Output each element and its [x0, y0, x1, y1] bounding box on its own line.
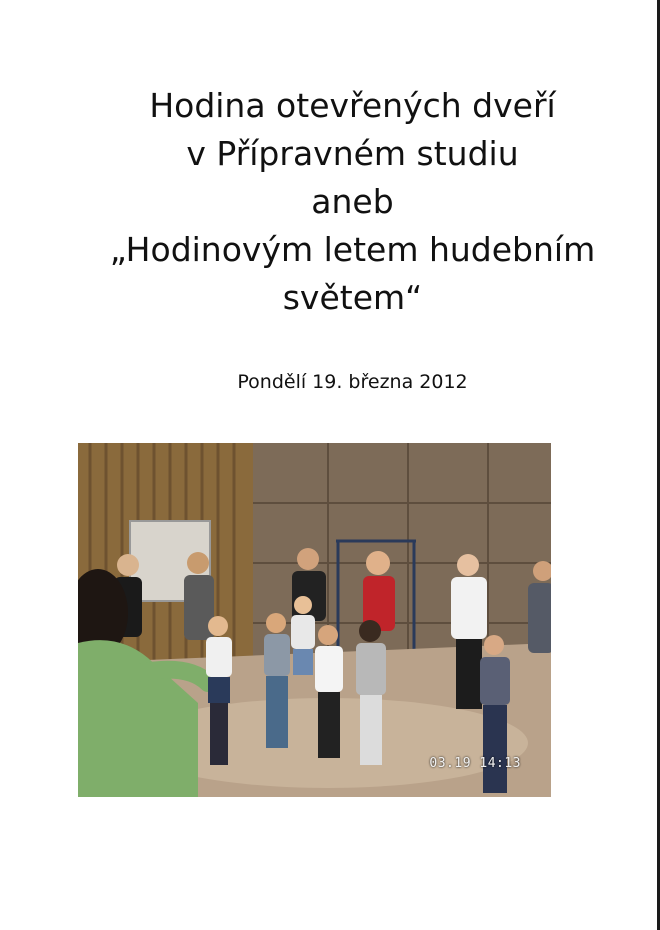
- photo-timestamp: 03.19 14:13: [429, 756, 521, 771]
- classroom-photo: [78, 443, 551, 797]
- title-line-4: „Hodinovým letem hudebním: [109, 230, 596, 269]
- title-line-2: v Přípravném studiu: [186, 134, 519, 173]
- title-line-1: Hodina otevřených dveří: [149, 86, 556, 125]
- title-line-3: aneb: [311, 182, 394, 221]
- document-title: [0, 82, 660, 322]
- photo-illustration: [78, 443, 551, 797]
- document-date: Pondělí 19. března 2012: [237, 371, 468, 393]
- title-line-5: světem“: [282, 278, 423, 317]
